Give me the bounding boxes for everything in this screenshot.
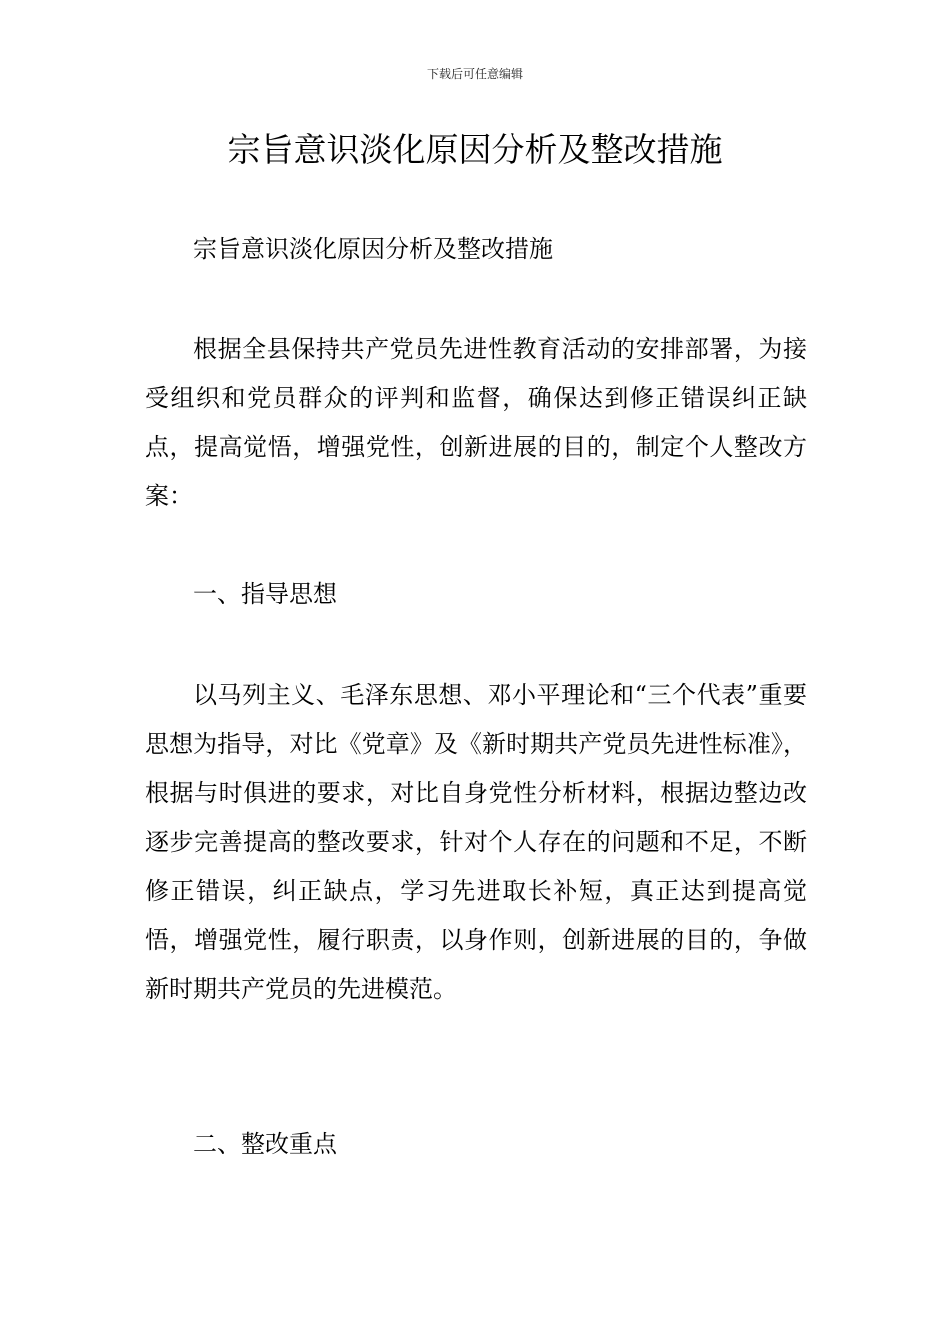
intro-paragraph: 根据全县保持共产党员先进性教育活动的安排部署，为接受组织和党员群众的评判和监督，确保达到修正错误纠正缺点，提高觉悟，增强党性，创新进展的目的，制定个人整改方案： <box>145 335 807 510</box>
guiding-ideology-paragraph: 以马列主义、毛泽东思想、邓小平理论和“三个代表”重要思想为指导，对比《党章》及《新时期共产党员先进性标准》，根据与时俱进的要求，对比自身党性分析材料，根据边整边改逐步完善提高的整改要求，针对个人存在的问题和不足，不断修正错误，纠正缺点，学习先进取长补短，真正达到提高觉悟，增强党性，履行职责，以身作则，创新进展的目的，争做新时期共产党员的先进模范。 <box>145 681 807 1003</box>
section-heading-rectification-focus: 二、整改重点 <box>193 1130 337 1158</box>
section-heading-guiding-ideology: 一、指导思想 <box>193 580 337 608</box>
header-note: 下载后可任意编辑 <box>426 67 523 81</box>
document-title: 宗旨意识淡化原因分析及整改措施 <box>227 130 723 169</box>
document-subtitle: 宗旨意识淡化原因分析及整改措施 <box>193 235 553 263</box>
